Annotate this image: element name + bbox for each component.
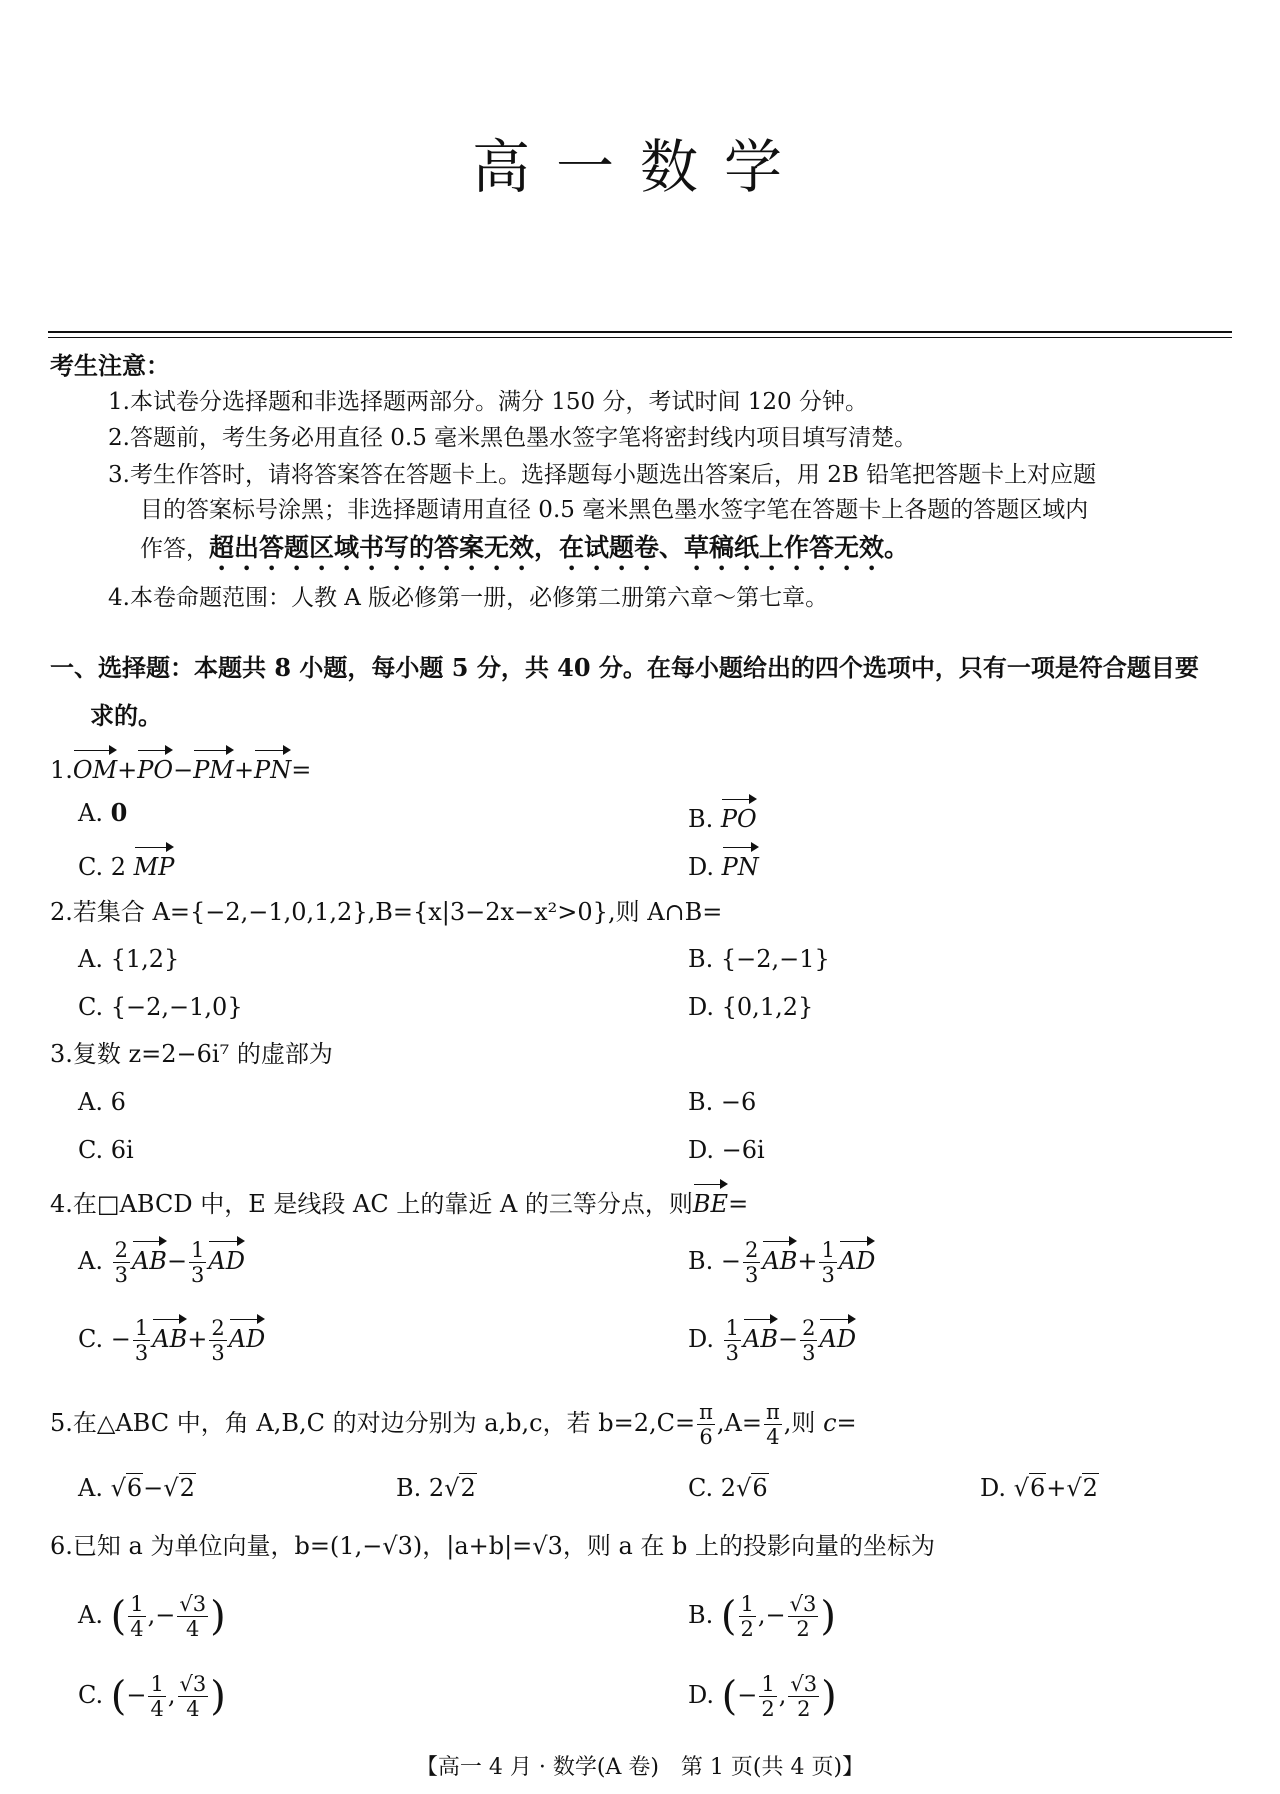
question-5-text: 5.在△ABC 中，角 A,B,C 的对边分别为 a,b,c，若 b=2,C=: [50, 1409, 696, 1437]
option-2d[interactable]: D. {0,1,2}: [688, 993, 814, 1021]
option-6c[interactable]: C. (− $\frac{1}{4}$ , $\frac{√3}{4}$ ): [78, 1672, 226, 1721]
option-6d[interactable]: D. (− $\frac{1}{2}$ , $\frac{√3}{2}$ ): [688, 1672, 837, 1721]
option-3d[interactable]: D. −6i: [688, 1136, 765, 1164]
option-5b[interactable]: B. 2√2: [396, 1474, 476, 1502]
header-rule: [48, 331, 1232, 333]
option-5d[interactable]: D. √6+√2: [980, 1474, 1098, 1502]
option-2c[interactable]: C. {−2,−1,0}: [78, 993, 243, 1021]
option-6b[interactable]: B. ( $\frac{1}{2}$ ,− $\frac{√3}{2}$ ): [688, 1592, 836, 1641]
option-1c[interactable]: C. 2 MP: [78, 845, 174, 883]
option-1a[interactable]: A. 0: [78, 798, 128, 827]
option-5c[interactable]: C. 2√6: [688, 1474, 768, 1502]
page-footer: 【高一 4 月 · 数学(A 卷) 第 1 页(共 4 页)】: [415, 1755, 865, 1780]
header-rule-thin: [48, 337, 1232, 338]
option-5a[interactable]: A. √6−√2: [78, 1474, 195, 1502]
question-5: 5.在△ABC 中，角 A,B,C 的对边分别为 a,b,c，若 b=2,C= $\frac{\pi}{6}$ ,A= $\frac{\pi}{4}$ ,则 c=: [50, 1400, 857, 1449]
question-2: 2.若集合 A={−2,−1,0,1,2},B={x|3−2x−x²>0},则 A∩B=: [50, 898, 723, 926]
option-4c[interactable]: C. − $\frac{1}{3}$ AB+ $\frac{2}{3}$ AD: [78, 1316, 266, 1365]
option-6a[interactable]: A. ( $\frac{1}{4}$ ,− $\frac{√3}{4}$ ): [78, 1592, 226, 1641]
notice-item-line: [140, 532, 909, 577]
question-6: 6.已知 a 为单位向量，b=(1,−√3)，|a+b|=√3，则 a 在 b 上的投影向量的坐标为: [50, 1532, 936, 1560]
question-4-text: 4.在□ABCD 中，E 是线段 AC 上的靠近 A 的三等分点，则: [50, 1190, 693, 1218]
option-1d[interactable]: D. PN: [688, 845, 759, 883]
notice-text: 作答，: [140, 536, 209, 562]
notice-emphasis: 超出答题区域书写的答案无效，在试题卷、草稿纸上作答无效。: [209, 533, 910, 562]
question-3: 3.复数 z=2−6i⁷ 的虚部为: [50, 1040, 333, 1068]
option-4b[interactable]: B. − $\frac{2}{3}$ AB+ $\frac{1}{3}$ AD: [688, 1238, 876, 1287]
notice-item: 2.答题前，考生务必用直径 0.5 毫米黑色墨水签字笔将密封线内项目填写清楚。: [108, 425, 918, 451]
section-heading-cont: 求的。: [90, 701, 162, 730]
notice-item: 4.本卷命题范围：人教 A 版必修第一册，必修第二册第六章～第七章。: [108, 585, 829, 611]
option-3c[interactable]: C. 6i: [78, 1136, 134, 1164]
page-title: 高一数学: [471, 133, 808, 201]
option-2a[interactable]: A. {1,2}: [78, 945, 180, 973]
question-1: 1.OM+PO−PM+PN=: [50, 748, 311, 786]
notice-heading: 考生注意：: [50, 351, 170, 380]
notice-item: 目的答案标号涂黑；非选择题请用直径 0.5 毫米黑色墨水签字笔在答题卡上各题的答题区域内: [140, 497, 1089, 523]
option-3b[interactable]: B. −6: [688, 1088, 757, 1116]
question-4: 4.在□ABCD 中，E 是线段 AC 上的靠近 A 的三等分点，则BE=: [50, 1182, 748, 1220]
option-4a[interactable]: A. $\frac{2}{3}$ AB− $\frac{1}{3}$ AD: [78, 1238, 245, 1287]
option-4d[interactable]: D. $\frac{1}{3}$ AB− $\frac{2}{3}$ AD: [688, 1316, 857, 1365]
option-2b[interactable]: B. {−2,−1}: [688, 945, 830, 973]
notice-item: 3.考生作答时，请将答案答在答题卡上。选择题每小题选出答案后，用 2B 铅笔把答题卡上对应题: [108, 462, 1097, 488]
option-3a[interactable]: A. 6: [78, 1088, 126, 1116]
option-1b[interactable]: B. PO: [688, 797, 757, 835]
notice-item: 1.本试卷分选择题和非选择题两部分。满分 150 分，考试时间 120 分钟。: [108, 389, 868, 415]
section-heading: 一、选择题：本题共 8 小题，每小题 5 分，共 40 分。在每小题给出的四个选项中，只有一项是符合题目要: [50, 653, 1199, 682]
